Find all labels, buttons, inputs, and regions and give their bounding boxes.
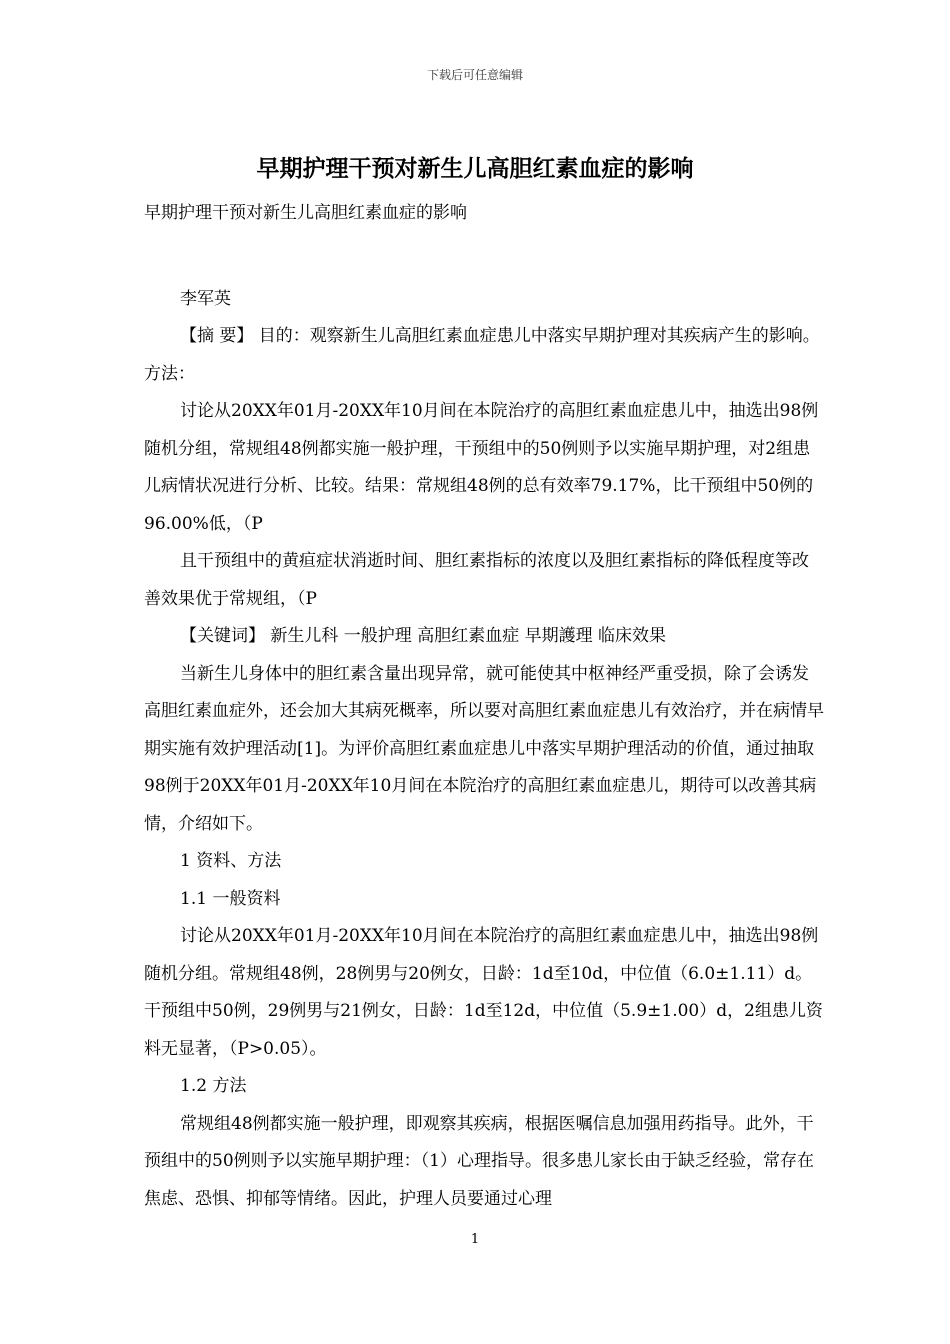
general-data-paragraph: 讨论从20XX年01月-20XX年10月间在本院治疗的高胆红素血症患儿中，抽选出98例随机分组。常规组48例，28例男与20例女，日龄：1d至10d，中位值（6.0±1.11）d。干预组中50例，29例男与21例女，日龄：1d至12d，中位值（5.9±1.00）d，2组患儿资料无显著，（P>0.05）。 [144, 926, 823, 1059]
author-name: 李军英 [180, 288, 231, 309]
intro-paragraph: 当新生儿身体中的胆红素含量出现异常，就可能使其中枢神经严重受损，除了会诱发高胆红素血症外，还会加大其病死概率，所以要对高胆红素血症患儿有效治疗，并在病情早期实施有效护理活动[1]。为评价高胆红素血症患儿中落实早期护理活动的价值，通过抽取98例于20XX年01月-20XX年10月间在本院治疗的高胆红素血症患儿，期待可以改善其病情，介绍如下。 [144, 663, 824, 834]
section-heading-1-1: 1.1 一般资料 [180, 888, 281, 909]
methods-paragraph: 常规组48例都实施一般护理，即观察其疾病，根据医嘱信息加强用药指导。此外，干预组中的50例则予以实施早期护理：（1）心理指导。很多患儿家长由于缺乏经验，常存在焦虑、恐惧、抑郁等情绪。因此，护理人员要通过心理 [144, 1113, 814, 1209]
abstract-results: 且干预组中的黄疸症状消逝时间、胆红素指标的浓度以及胆红素指标的降低程度等改善效果优于常规组，（P [144, 551, 809, 609]
keywords: 【关键词】 新生儿科 一般护理 高胆红素血症 早期護理 临床效果 [180, 626, 667, 646]
document-body [144, 195, 824, 1218]
page-number: 1 [470, 1232, 480, 1247]
document-title: 早期护理干预对新生儿高胆红素血症的影响 [256, 156, 694, 182]
section-heading-1: 1 资料、方法 [180, 851, 282, 871]
abstract-methods: 讨论从20XX年01月-20XX年10月间在本院治疗的高胆红素血症患儿中，抽选出98例随机分组，常规组48例都实施一般护理，干预组中的50例则予以实施早期护理，对2组患儿病情状况进行分析、比较。结果：常规组48例的总有效率79.17%，比干预组中50例的96.00%低，（P [144, 401, 819, 534]
header-note: 下载后可任意编辑 [426, 68, 523, 82]
abstract-intro: 【摘 要】 目的：观察新生儿高胆红素血症患儿中落实早期护理对其疾病产生的影响。方法： [144, 326, 820, 384]
document-subtitle: 早期护理干预对新生儿高胆红素血症的影响 [144, 203, 467, 223]
section-heading-1-2: 1.2 方法 [180, 1076, 247, 1096]
